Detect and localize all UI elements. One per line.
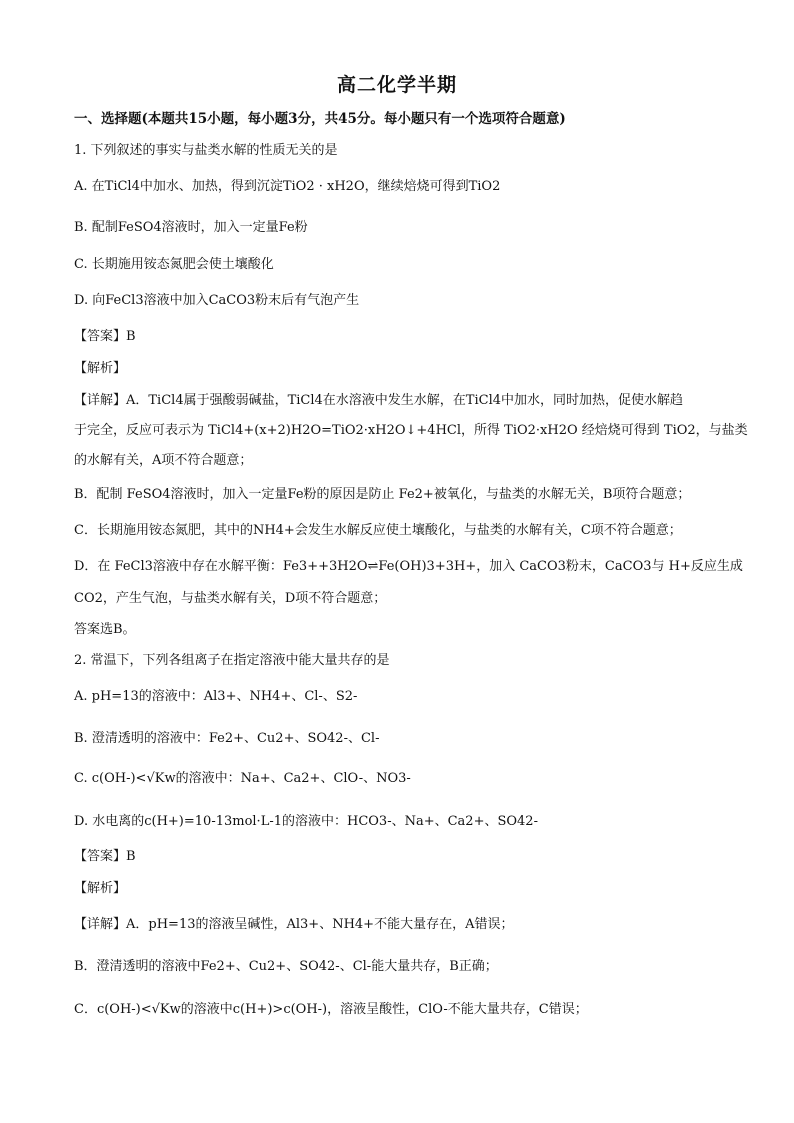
q2-option-c: C. c(OH-)<√Kw的溶液中：Na+、Ca2+、ClO-、NO3- — [74, 771, 411, 786]
q1-detail-line: 的水解有关，A项不符合题意； — [74, 453, 253, 468]
page-title: 高二化学半期 — [336, 74, 457, 96]
q1-analysis-label: 【解析】 — [74, 361, 127, 376]
q1-final-answer: 答案选B。 — [74, 622, 136, 637]
q1-answer: 【答案】B — [74, 329, 136, 344]
q2-answer: 【答案】B — [74, 849, 136, 864]
q1-option-a: A. 在TiCl4中加水、加热，得到沉淀TiO2 · xH2O，继续焙烧可得到TiO2 — [74, 179, 501, 194]
q2-stem: 2. 常温下，下列各组离子在指定溶液中能大量共存的是 — [74, 653, 390, 668]
q1-detail-line: B．配制 FeSO4溶液时，加入一定量Fe粉的原因是防止 Fe2+被氧化，与盐类的水解无关，B项符合题意； — [74, 487, 691, 502]
q1-option-d: D. 向FeCl3溶液中加入CaCO3粉末后有气泡产生 — [74, 293, 360, 308]
section-heading: 一、选择题(本题共15小题，每小题3分，共45分。每小题只有一个选项符合题意) — [74, 111, 566, 127]
q2-option-a: A. pH=13的溶液中：Al3+、NH4+、Cl-、S2- — [74, 689, 358, 704]
q1-option-c: C. 长期施用铵态氮肥会使土壤酸化 — [74, 257, 274, 272]
q2-detail-line: B．澄清透明的溶液中Fe2+、Cu2+、SO42-、Cl-能大量共存，B正确； — [74, 959, 498, 974]
q1-detail-line: 于完全，反应可表示为 TiCl4+(x+2)H2O=TiO2·xH2O↓+4HCl，所得 TiO2·xH2O 经焙烧可得到 TiO2，与盐类 — [74, 423, 748, 438]
q1-detail-line: 【详解】A．TiCl4属于强酸弱碱盐，TiCl4在水溶液中发生水解，在TiCl4中加水，同时加热，促使水解趋 — [74, 393, 684, 408]
q1-option-b: B. 配制FeSO4溶液时，加入一定量Fe粉 — [74, 220, 308, 235]
q1-detail-line: CO2，产生气泡，与盐类水解有关，D项不符合题意； — [74, 591, 387, 606]
q1-detail-line: C．长期施用铵态氮肥，其中的NH4+会发生水解反应使土壤酸化，与盐类的水解有关，C项不符合题意； — [74, 523, 682, 538]
q2-detail-line: 【详解】A．pH=13的溶液呈碱性，Al3+、NH4+不能大量存在，A错误； — [74, 917, 514, 932]
q2-option-b: B. 澄清透明的溶液中：Fe2+、Cu2+、SO42-、Cl- — [74, 731, 380, 746]
q1-stem: 1. 下列叙述的事实与盐类水解的性质无关的是 — [74, 143, 338, 158]
q2-detail-line: C．c(OH-)<√Kw的溶液中c(H+)>c(OH-)，溶液呈酸性，ClO-不能大量共存，C错误； — [74, 1002, 588, 1017]
q2-analysis-label: 【解析】 — [74, 881, 127, 896]
q1-detail-line: D．在 FeCl3溶液中存在水解平衡：Fe3++3H2O⇌Fe(OH)3+3H+，加入 CaCO3粉末，CaCO3与 H+反应生成 — [74, 559, 743, 574]
q2-option-d: D. 水电离的c(H+)=10-13mol·L-1的溶液中：HCO3-、Na+、Ca2+、SO42- — [74, 814, 538, 829]
